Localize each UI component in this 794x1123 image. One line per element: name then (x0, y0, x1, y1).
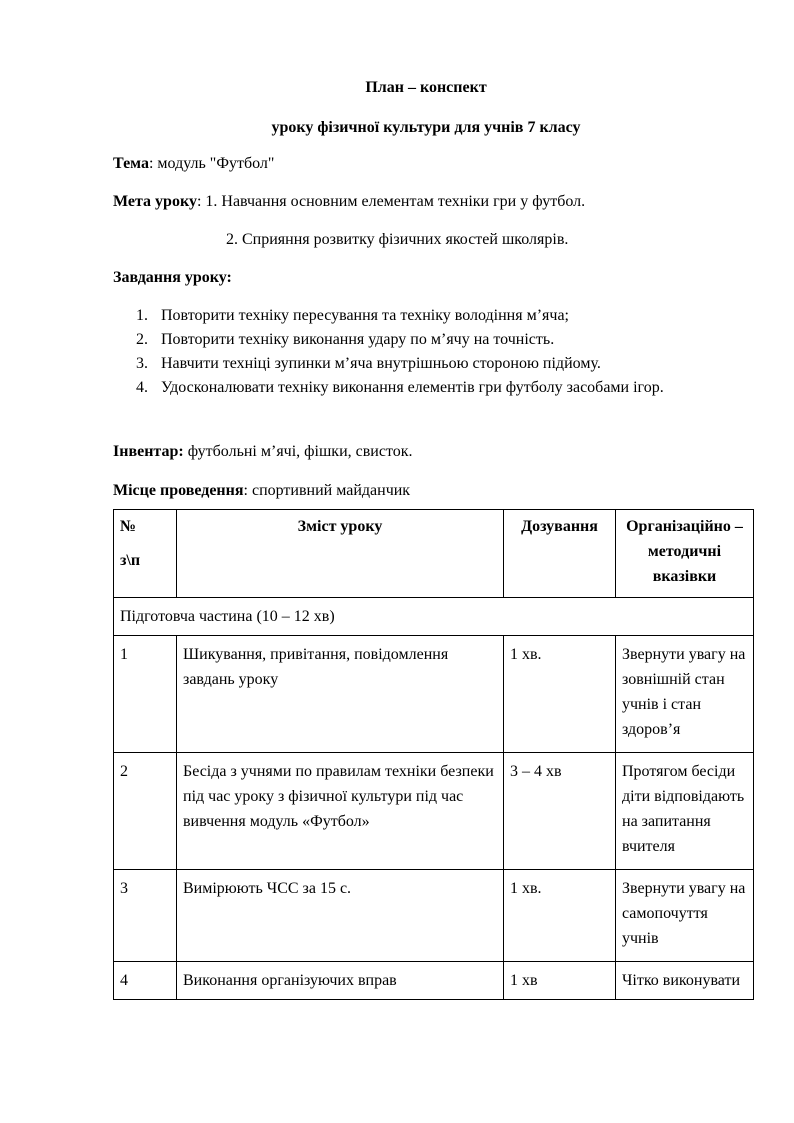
list-item (136, 328, 741, 352)
row-num: 4 (114, 962, 177, 1000)
goal-line-1 (113, 193, 585, 211)
row-notes: Протягом бесіди діти відповідають на запитання вчителя (616, 753, 754, 870)
list-item-number: 3. (136, 355, 148, 372)
row-dosage: 1 хв. (504, 636, 616, 753)
place-label: Місце проведення (113, 482, 244, 499)
header-dosage: Дозування (504, 510, 616, 598)
row-notes: Звернути увагу на самопочуття учнів (616, 870, 754, 962)
list-item-text: Удосконалювати техніку виконання елементів гри футболу засобами ігор. (161, 379, 664, 396)
place-value: : спортивний майданчик (243, 482, 411, 499)
row-dosage: 1 хв. (504, 870, 616, 962)
list-item-text: Повторити техніку виконання удару по м’ячу на точність. (161, 331, 555, 348)
row-content: Шикування, привітання, повідомлення завдань уроку (177, 636, 504, 753)
page-subtitle: уроку фізичної культури для учнів 7 класу (271, 119, 581, 136)
row-content: Виконання організуючих вправ (177, 962, 504, 1000)
goal-item-1: : 1. Навчання основним елементам техніки гри у футбол. (196, 193, 586, 210)
tasks-heading: Завдання уроку: (113, 269, 232, 286)
row-content: Вимірюють ЧСС за 15 с. (177, 870, 504, 962)
list-item (136, 304, 741, 328)
table-row (114, 870, 754, 962)
header-content: Зміст уроку (177, 510, 504, 598)
row-dosage: 1 хв (504, 962, 616, 1000)
table-header-row (114, 510, 754, 598)
row-notes: Чітко виконувати (616, 962, 754, 1000)
table-row (114, 962, 754, 1000)
inventory-value: футбольні м’ячі, фішки, свисток. (183, 443, 413, 460)
header-num-line1: № (120, 518, 137, 535)
row-num: 2 (114, 753, 177, 870)
row-dosage: 3 – 4 хв (504, 753, 616, 870)
list-item-number: 2. (136, 331, 148, 348)
header-notes: Організаційно – методичні вказівки (616, 510, 754, 598)
row-num: 1 (114, 636, 177, 753)
inventory-line (113, 443, 413, 461)
list-item (136, 376, 741, 400)
topic-line (113, 155, 274, 173)
list-item-number: 1. (136, 307, 148, 324)
topic-value: : модуль "Футбол" (148, 155, 275, 172)
section-title: Підготовча частина (10 – 12 хв) (114, 598, 754, 636)
topic-label: Тема (113, 155, 149, 172)
row-num: 3 (114, 870, 177, 962)
list-item-text: Навчити техніці зупинки м’яча внутрішньою стороною підйому. (161, 355, 601, 372)
row-notes: Звернути увагу на зовнішній стан учнів і стан здоров’я (616, 636, 754, 753)
header-num (114, 510, 177, 598)
lesson-table (113, 509, 754, 1000)
list-item-text: Повторити техніку пересування та техніку володіння м’яча; (161, 307, 569, 324)
place-line (113, 482, 410, 500)
section-row (114, 598, 754, 636)
table-row (114, 636, 754, 753)
table-row (114, 753, 754, 870)
header-num-line2: з\п (120, 552, 141, 569)
goal-item-2: 2. Сприяння розвитку фізичних якостей школярів. (226, 231, 569, 248)
tasks-list (136, 304, 741, 400)
inventory-label: Інвентар: (113, 443, 184, 460)
page-title: План – конспект (365, 79, 487, 96)
list-item-number: 4. (136, 379, 148, 396)
row-content: Бесіда з учнями по правилам техніки безпеки під час уроку з фізичної культури під час вивчення модуль «Футбол» (177, 753, 504, 870)
goal-label: Мета уроку (113, 193, 197, 210)
list-item (136, 352, 741, 376)
